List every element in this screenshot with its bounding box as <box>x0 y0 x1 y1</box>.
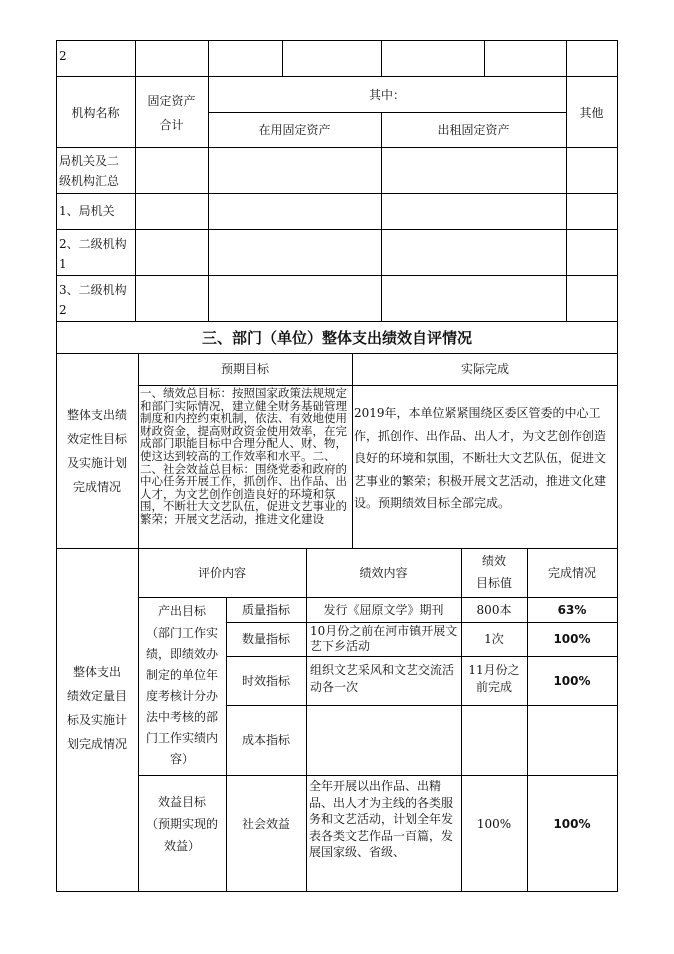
indicator-target: 800本 <box>476 603 512 617</box>
indicator-target: 1次 <box>484 632 504 646</box>
rule <box>56 147 618 148</box>
rule <box>226 622 618 623</box>
perf-content-header: 绩效内容 <box>359 566 408 580</box>
rule <box>56 193 618 194</box>
indicator-name: 质量指标 <box>241 603 290 617</box>
indicator-content: 10月份之前在河市镇开展文艺下乡活动 <box>310 624 458 653</box>
benefit-goal-label: 效益） <box>163 839 200 853</box>
quantitative-label: 标及实施计 <box>66 713 127 727</box>
rule <box>138 597 618 598</box>
indicator-content: 组织文艺采风和文艺交流活动各一次 <box>310 663 455 694</box>
target-value-header: 绩效 <box>481 554 506 568</box>
rule <box>135 40 136 321</box>
qualitative-label: 及实施计划 <box>66 456 127 470</box>
row-org-label: 级机构汇总 <box>59 174 120 188</box>
rule <box>138 775 618 776</box>
indicator-name: 社会效益 <box>241 817 290 831</box>
rule <box>56 40 618 41</box>
header-other: 其他 <box>579 106 604 120</box>
row-label: 2 <box>59 49 67 63</box>
benefit-goal-label: 效益目标 <box>157 795 206 809</box>
indicator-content: 全年开展以出作品、出精品、出人才为主线的各类服务和文艺活动，计划全年发表各类文艺作品一百篇，发展国家级、省级、 <box>309 779 454 859</box>
qualitative-label: 完成情况 <box>72 480 121 494</box>
rule <box>566 40 567 321</box>
indicator-target: 11月份之前完成 <box>468 663 520 694</box>
rule <box>56 76 618 77</box>
output-goal-label: 容） <box>169 752 194 766</box>
rule <box>56 353 618 354</box>
rule <box>56 891 618 892</box>
rule <box>461 548 462 891</box>
rule <box>527 548 528 891</box>
quantitative-label: 划完成情况 <box>66 737 127 751</box>
rule <box>56 548 618 549</box>
expected-goal-text: 一、绩效总目标：按照国家政策法规规定和部门实际情况，建立健全财务基础管理制度和内控约束机制，依法、有效地使用财政资金，提高财政资金使用效率，在完成部门职能目标中合理分配人、财、物，使这达到较高的工作效率和水平。二、二、社会效益总目标：围绕党委和政府的中心任务开展工作，抓创作、出作品、出人才，为文艺创作创造良好的环境和氛围，不断壮大文艺队伍，促进文艺事业的繁荣；开展文艺活动，推进文化建设 <box>140 386 347 526</box>
rule <box>208 112 566 113</box>
indicator-completion: 100% <box>553 632 591 646</box>
row-org-label: 1、局机关 <box>59 204 115 218</box>
output-goal-label: （部门工作实 <box>145 626 218 640</box>
actual-completion-header: 实际完成 <box>460 362 509 376</box>
rule <box>226 656 618 657</box>
completion-header: 完成情况 <box>547 566 596 580</box>
row-org-label: 2、二级机构 <box>59 237 127 251</box>
indicator-name: 成本指标 <box>241 733 290 747</box>
indicator-name: 时效指标 <box>241 674 290 688</box>
output-goal-label: 门工作实绩内 <box>145 731 218 745</box>
section-title: 三、部门（单位）整体支出绩效自评情况 <box>201 329 472 347</box>
header-of-which: 其中： <box>368 88 405 102</box>
header-leased-assets: 出租固定资产 <box>437 123 510 137</box>
quantitative-label: 绩效定量目 <box>66 689 127 703</box>
qualitative-label: 效定性目标 <box>66 432 127 446</box>
rule <box>282 40 283 76</box>
indicator-completion: 100% <box>553 674 591 688</box>
eval-content-header: 评价内容 <box>197 566 246 580</box>
indicator-completion: 63% <box>557 603 587 617</box>
rule <box>381 40 382 76</box>
quantitative-label: 整体支出 <box>72 665 121 679</box>
header-in-use-assets: 在用固定资产 <box>258 123 331 137</box>
header-fixed-assets: 固定资产 <box>147 94 196 108</box>
row-org-label: 2 <box>59 303 67 317</box>
header-fixed-assets-total: 合计 <box>159 118 184 132</box>
output-goal-label: 度考核计分办 <box>145 689 218 703</box>
output-goal-label: 法中考核的部 <box>145 710 218 724</box>
expected-goal-header: 预期目标 <box>220 362 269 376</box>
target-value-header: 目标值 <box>475 576 512 590</box>
actual-completion-text: 2019年，本单位紧紧围绕区委区管委的中心工作，抓创作、出作品、出人才，为文艺创作创造良好的环境和氛围，不断壮大文艺队伍，促进文艺事业的繁荣；积极开展文艺活动，推进文化建设。预期绩效目标全部完成。 <box>354 406 607 510</box>
rule <box>208 40 209 321</box>
output-goal-label: 产出目标 <box>157 604 206 618</box>
indicator-completion: 100% <box>553 817 591 831</box>
rule <box>381 112 382 321</box>
rule <box>226 705 618 706</box>
indicator-content: 发行《屈原文学》期刊 <box>323 603 444 617</box>
benefit-goal-label: （预期实现的 <box>145 817 218 831</box>
header-org-name: 机构名称 <box>71 106 120 120</box>
table-right-border <box>617 40 618 892</box>
indicator-target: 100% <box>476 817 512 831</box>
indicator-name: 数量指标 <box>241 632 290 646</box>
output-goal-label: 绩，即绩效办 <box>145 647 218 661</box>
output-goal-label: 制定的单位年 <box>145 668 218 682</box>
rule <box>56 229 618 230</box>
rule <box>484 40 485 76</box>
qualitative-label: 整体支出绩 <box>66 408 127 422</box>
rule <box>56 321 618 322</box>
row-org-label: 1 <box>59 257 67 271</box>
rule <box>352 353 353 548</box>
row-org-label: 3、二级机构 <box>59 283 127 297</box>
rule <box>306 548 307 891</box>
rule <box>56 275 618 276</box>
row-org-label: 局机关及二 <box>59 154 120 168</box>
